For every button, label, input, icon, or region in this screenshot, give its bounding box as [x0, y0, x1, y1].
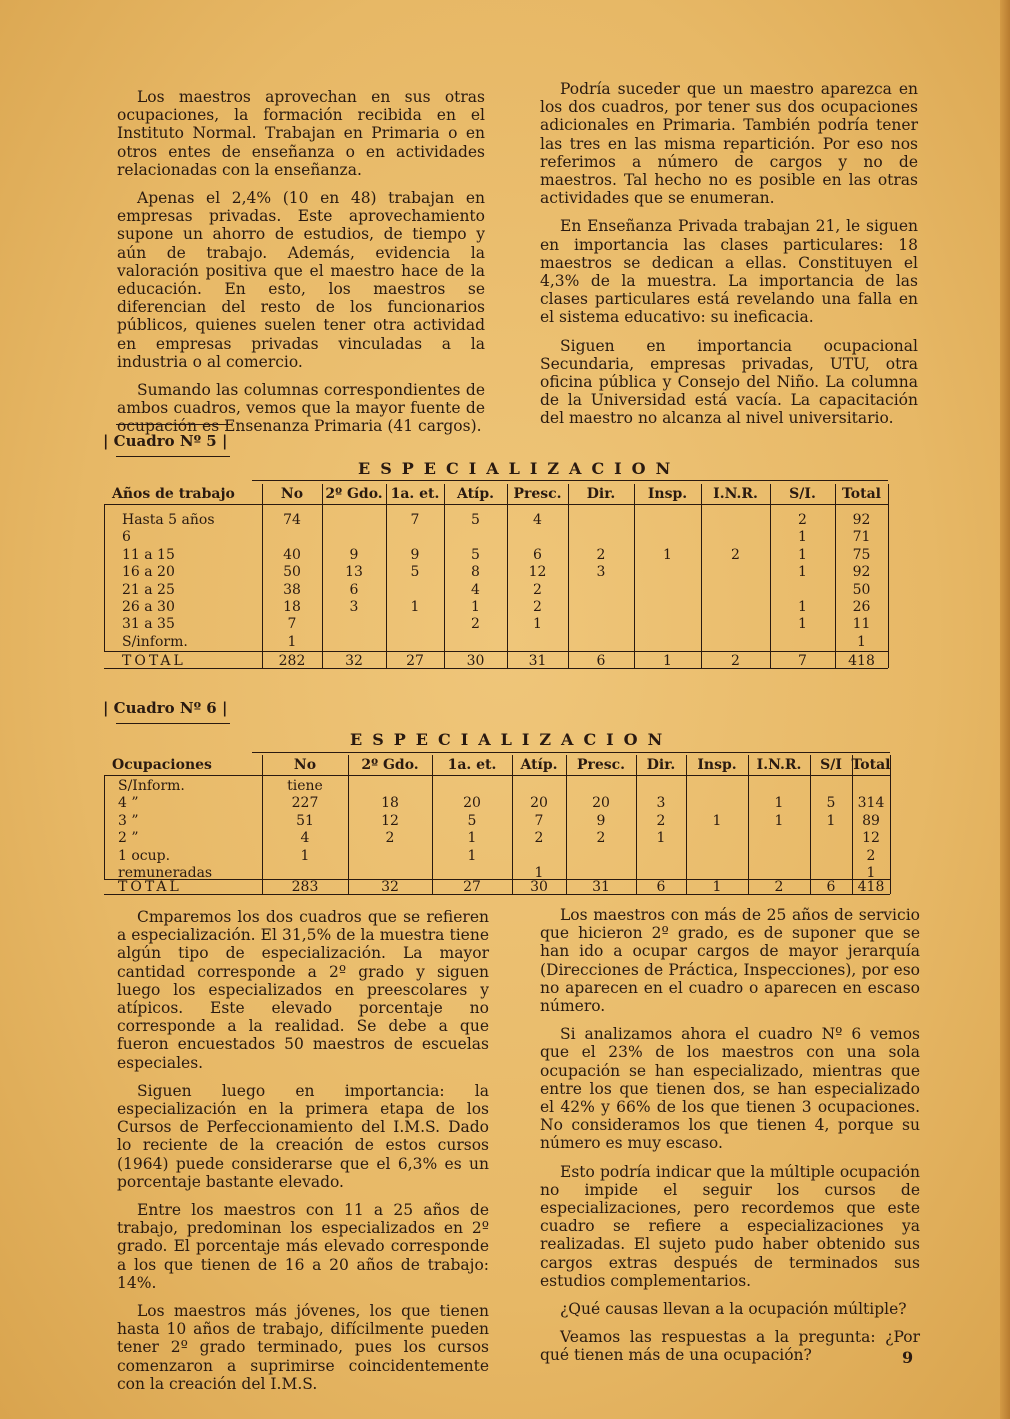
- paragraph: Siguen en importancia ocupacional Secundaria, empresas privadas, UTU, otra oficina pública y Consejo del Niño. La columna de la Universidad está vacía. La capacitación del maestro no alcanza al nivel universitario.: [540, 336, 918, 428]
- table-cell: 7: [287, 616, 297, 633]
- table-cell: 5: [471, 546, 480, 563]
- column-divider: [852, 755, 853, 894]
- table-rule: [252, 480, 888, 481]
- table-cell: 1: [471, 599, 480, 615]
- table-cell: 2: [866, 847, 876, 864]
- table-cell: 2: [731, 546, 740, 563]
- column-divider: [888, 484, 889, 668]
- divider: [116, 456, 230, 457]
- table-cell: 89: [862, 812, 880, 829]
- row-label: 26 a 30: [122, 599, 175, 615]
- column-header: 2º Gdo.: [361, 757, 419, 773]
- table-rule: [104, 775, 890, 776]
- column-divider: [262, 484, 263, 668]
- paragraph: ¿Qué causas llevan a la ocupación múltiple?: [560, 1300, 907, 1319]
- row-label: remuneradas: [118, 865, 213, 881]
- table-cell: 1: [410, 599, 420, 615]
- column-header: No: [280, 486, 304, 502]
- row-label: 16 a 20: [122, 564, 175, 581]
- cuadro6-row-header: Ocupaciones: [112, 757, 212, 773]
- table-cell: 12: [381, 812, 399, 829]
- table-cell: 50: [852, 581, 871, 598]
- column-divider: [348, 755, 349, 894]
- table-cell: 1: [826, 812, 836, 829]
- table-cell: 5: [471, 512, 480, 528]
- paragraph: Si analizamos ahora el cuadro Nº 6 vemos que el 23% de los maestros con una sola ocupación se han especializado, mientras que entre los que tienen dos, se han especializado el 42% y 66% de los que tienen 3 ocupaciones. No consideramos los que tienen 4, porque su número es muy escaso.: [540, 1025, 920, 1153]
- paragraph: Cmparemos los dos cuadros que se refieren a especialización. El 31,5% de la muestra tiene algún tipo de especialización. La mayor cantidad corresponde a 2º grado y siguen luego los especializados en preescolares y atípicos. Este elevado porcentaje no corresponde a la realidad. Se debe a que fueron encuestados 50 maestros de escuelas especiales.: [117, 908, 489, 1072]
- table-cell: 26: [852, 599, 871, 615]
- table-cell: 6: [533, 546, 542, 563]
- table-cell: 2: [656, 812, 666, 829]
- column-header: 1a. et.: [390, 486, 440, 502]
- column-divider: [322, 484, 323, 668]
- table-cell: 6: [349, 581, 359, 598]
- table-cell: 11: [852, 616, 871, 633]
- table-cell: 40: [283, 546, 301, 563]
- table-cell: 8: [471, 564, 480, 581]
- row-label: 3 ”: [118, 812, 139, 829]
- table-cell: 92: [852, 512, 871, 528]
- column-header: I.N.R.: [713, 486, 758, 502]
- column-header: S/I: [820, 757, 842, 773]
- table-cell: 1: [712, 812, 722, 829]
- row-label: 4 ”: [118, 795, 139, 812]
- text-column-top-left: [117, 88, 485, 446]
- table-cell: 9: [410, 546, 420, 563]
- cuadro5-label: | Cuadro Nº 5 |: [103, 432, 228, 450]
- table-cell: 5: [410, 564, 420, 581]
- table-cell: 5: [467, 812, 477, 829]
- table-cell: 3: [596, 564, 606, 581]
- total-cell: 6: [656, 879, 666, 895]
- table-cell: 4: [533, 512, 542, 528]
- table-cell: 50: [283, 564, 301, 581]
- text-column-bottom-left: [117, 908, 489, 1403]
- column-header: No: [293, 757, 317, 773]
- column-divider: [636, 755, 637, 894]
- total-cell: 1: [663, 653, 672, 669]
- row-label: 1 ocup.: [118, 847, 171, 864]
- column-divider: [262, 755, 263, 894]
- table-cell: 1: [533, 616, 542, 633]
- paragraph: Veamos las respuestas a la pregunta: ¿Por qué tienen más de una ocupación?: [540, 1328, 920, 1365]
- table-cell: 92: [852, 564, 871, 581]
- table-cell: 2: [533, 599, 542, 615]
- table-cell: 2: [533, 581, 542, 598]
- page-edge: [1000, 0, 1010, 1419]
- cuadro6-title: ESPECIALIZACION: [350, 730, 673, 749]
- table-cell: 1: [857, 633, 866, 650]
- table-cell: 1: [300, 847, 310, 864]
- column-header: Presc.: [513, 486, 562, 502]
- table-cell: 51: [296, 812, 314, 829]
- column-divider: [386, 484, 387, 668]
- table-cell: 2: [534, 830, 544, 847]
- paragraph: En Enseñanza Privada trabajan 21, le siguen en importancia las clases particulares: 18 maestros se dedican a ellas. Constituyen el 4,3% de la muestra. La importancia de las clases particulares está revelando una falla en el sistema educativo: su ineficacia.: [540, 217, 918, 327]
- paragraph: Los maestros más jóvenes, los que tienen hasta 10 años de trabajo, difícilmente pueden tener 2º grado terminado, pues los cursos comenzaron a suprimirse coincidentemente con la creación del I.M.S.: [117, 1302, 489, 1393]
- column-divider: [634, 484, 635, 668]
- table-cell: 4: [471, 581, 480, 598]
- table-rule: [104, 894, 890, 895]
- table-cell: 314: [857, 795, 885, 812]
- total-cell: 32: [345, 653, 363, 669]
- paragraph: Los maestros con más de 25 años de servicio que hicieron 2º grado, es de suponer que se han ido a ocupar cargos de mayor jerarquía (Direcciones de Práctica, Inspecciones), por eso no aparecen en el cuadro o aparecen en escaso número.: [540, 906, 920, 1016]
- row-label: S/inform.: [122, 633, 188, 650]
- table-cell: 2: [471, 616, 480, 633]
- table-cell: 2: [596, 546, 606, 563]
- column-header: Atíp.: [456, 486, 495, 502]
- total-cell: 31: [592, 879, 610, 895]
- divider: [116, 723, 230, 724]
- column-header: 2º Gdo.: [325, 486, 383, 502]
- table-cell: 1: [798, 546, 807, 563]
- column-header: Insp.: [647, 486, 688, 502]
- divider: [116, 424, 230, 425]
- total-cell: 32: [381, 879, 399, 895]
- total-cell: 6: [596, 653, 606, 669]
- table-rule: [104, 668, 888, 669]
- total-cell: 418: [848, 653, 875, 669]
- row-label: 31 a 35: [122, 616, 175, 633]
- row-label: 11 a 15: [122, 546, 175, 563]
- table-cell: 2: [385, 830, 395, 847]
- table-cell: 1: [798, 616, 807, 633]
- column-header: Presc.: [576, 757, 626, 773]
- total-cell: 2: [774, 879, 784, 895]
- column-header: S/I.: [789, 486, 816, 502]
- column-divider: [568, 484, 569, 668]
- paragraph: Podría suceder que un maestro aparezca en los dos cuadros, por tener sus dos ocupaciones adicionales en Primaria. También podría tener las tres en las misma repartición. Por eso nos referimos a número de cargos y no de maestros. Tal hecho no es posible en las otras actividades que se enumeran.: [540, 80, 918, 208]
- total-cell: 2: [731, 653, 740, 669]
- column-divider: [507, 484, 508, 668]
- row-label: 2 ”: [118, 830, 139, 847]
- total-cell: 27: [463, 879, 481, 895]
- table-cell: 9: [349, 546, 359, 563]
- row-label: Hasta 5 años: [122, 512, 215, 528]
- table-cell: 9: [596, 812, 606, 829]
- text-column-bottom-right: [540, 906, 920, 1375]
- column-divider: [444, 484, 445, 668]
- total-label: TOTAL: [118, 879, 182, 895]
- table-cell: 1: [798, 529, 807, 546]
- table-cell: 2: [798, 512, 807, 528]
- total-cell: 282: [278, 653, 306, 669]
- table-cell: tiene: [287, 778, 323, 794]
- table-cell: 3: [656, 795, 666, 812]
- table-cell: 1: [467, 847, 477, 864]
- column-divider: [566, 755, 567, 894]
- page-number: 9: [902, 1348, 914, 1367]
- table-cell: 1: [798, 564, 807, 581]
- cuadro5-row-header: Años de trabajo: [112, 486, 235, 502]
- total-label: TOTAL: [122, 653, 186, 669]
- row-divider: [104, 504, 105, 651]
- table-cell: 2: [596, 830, 606, 847]
- total-cell: 7: [798, 653, 807, 669]
- table-cell: 71: [852, 529, 871, 546]
- column-divider: [770, 484, 771, 668]
- table-cell: 18: [283, 599, 301, 615]
- paragraph: Esto podría indicar que la múltiple ocupación no impide el seguir los cursos de especializaciones, pero recordemos que este cuadro se refiere a especializaciones ya realizadas. El sujeto pudo haber obtenido sus cargos extras después de terminados sus estudios complementarios.: [540, 1162, 920, 1290]
- column-header: 1a. et.: [447, 757, 497, 773]
- paragraph: Siguen luego en importancia: la especialización en la primera etapa de los Cursos de Perfeccionamiento del I.M.S. Dado lo reciente de la creación de estos cursos (1964) puede considerarse que el 6,3% es un porcentaje bastante elevado.: [117, 1081, 489, 1191]
- table-cell: 7: [534, 812, 544, 829]
- column-divider: [686, 755, 687, 894]
- paragraph: Apenas el 2,4% (10 en 48) trabajan en empresas privadas. Este aprovechamiento supone un ahorro de estudios, de tiempo y aún de trabajo. Además, evidencia la valoración positiva que el maestro hace de la educación. En esto, los maestros se diferencian del resto de los funcionarios públicos, quienes suelen tener otra actividad en empresas privadas vinculadas a la industria o al comercio.: [117, 189, 485, 371]
- total-cell: 27: [406, 653, 424, 669]
- table-cell: 1: [467, 830, 477, 847]
- table-cell: 5: [826, 795, 836, 812]
- table-cell: 4: [300, 830, 310, 847]
- table-rule: [104, 879, 890, 880]
- table-cell: 74: [283, 512, 301, 528]
- paragraph: Los maestros aprovechan en sus otras ocupaciones, la formación recibida en el Instituto Normal. Trabajan en Primaria o en otros entes de enseñanza o en actividades relacionadas con la enseñanza.: [117, 88, 485, 179]
- table-cell: 1: [663, 546, 672, 563]
- total-cell: 283: [291, 879, 319, 895]
- column-divider: [701, 484, 702, 668]
- row-label: 21 a 25: [122, 581, 175, 598]
- table-cell: 7: [410, 512, 420, 528]
- table-cell: 1: [287, 633, 297, 650]
- column-header: I.N.R.: [756, 757, 802, 773]
- total-cell: 31: [528, 653, 547, 669]
- column-divider: [810, 755, 811, 894]
- column-divider: [432, 755, 433, 894]
- table-cell: 20: [592, 795, 610, 812]
- table-cell: 1: [534, 865, 544, 881]
- column-header: Total: [841, 486, 882, 502]
- column-header: Total: [851, 757, 891, 773]
- table-cell: 12: [862, 830, 880, 847]
- table-cell: 1: [656, 830, 666, 847]
- total-cell: 30: [466, 653, 485, 669]
- table-cell: 12: [528, 564, 547, 581]
- column-divider: [890, 755, 891, 894]
- table-cell: 75: [852, 546, 871, 563]
- paragraph: Sumando las columnas correspondientes de ambos cuadros, vemos que la mayor fuente de ocupación es Ensenanza Primaria (41 cargos).: [117, 381, 485, 436]
- column-divider: [835, 484, 836, 668]
- column-divider: [748, 755, 749, 894]
- total-cell: 30: [530, 879, 548, 895]
- total-cell: 418: [857, 879, 885, 895]
- row-label: 6: [122, 529, 131, 546]
- column-divider: [512, 755, 513, 894]
- table-rule: [252, 752, 890, 753]
- row-label: S/Inform.: [118, 778, 185, 794]
- cuadro5-title: ESPECIALIZACION: [358, 459, 681, 478]
- total-cell: 6: [826, 879, 836, 895]
- paragraph: Entre los maestros con 11 a 25 años de trabajo, predominan los especializados en 2º grado. El porcentaje más elevado corresponde a los que tienen de 16 a 20 años de trabajo: 14%.: [117, 1201, 489, 1292]
- cuadro6-label: | Cuadro Nº 6 |: [103, 699, 228, 717]
- column-header: Dir.: [646, 757, 676, 773]
- total-cell: 1: [712, 879, 722, 895]
- row-divider: [104, 775, 105, 879]
- table-cell: 1: [798, 599, 807, 615]
- table-cell: 1: [774, 812, 784, 829]
- table-cell: 227: [291, 795, 319, 812]
- text-column-top-right: [540, 80, 918, 438]
- table-cell: 38: [283, 581, 301, 598]
- table-cell: 3: [349, 599, 359, 615]
- table-cell: 13: [345, 564, 363, 581]
- table-cell: 20: [530, 795, 548, 812]
- column-header: Insp.: [697, 757, 737, 773]
- column-header: Dir.: [586, 486, 616, 502]
- table-cell: 1: [774, 795, 784, 812]
- table-cell: 18: [381, 795, 399, 812]
- table-cell: 20: [463, 795, 481, 812]
- column-header: Atíp.: [520, 757, 558, 773]
- table-cell: 1: [866, 865, 876, 881]
